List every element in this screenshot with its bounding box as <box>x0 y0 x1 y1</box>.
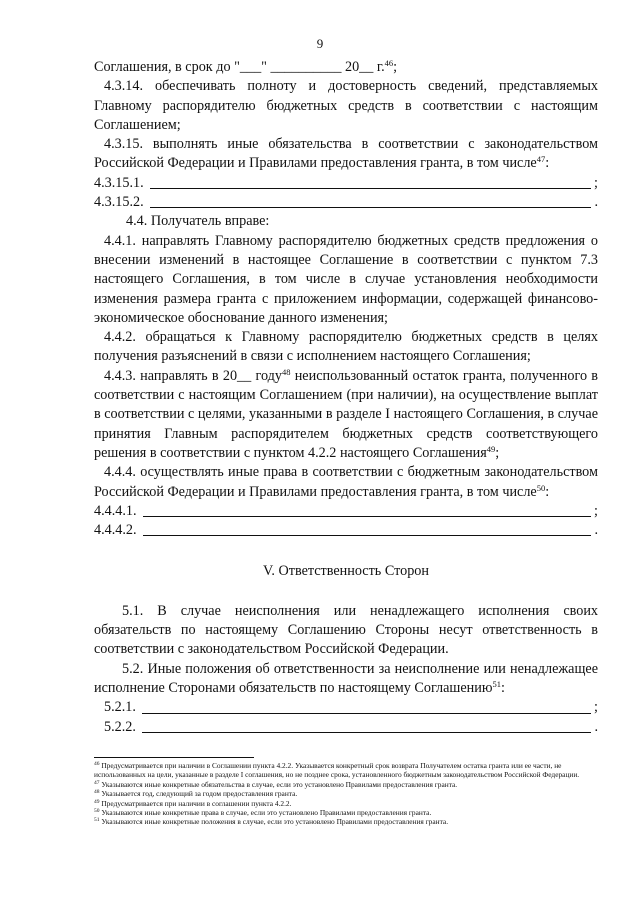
footnote-text: Предусматривается при наличии в Соглашении пункта 4.2.2. Указывается конкретный срок возврата Получателем остатка гранта или ее части, не использованных на цели, указанные в разделе I соглашения, но не позднее срока, установленного бюджетным законодательством Российской Федерации. <box>94 761 580 780</box>
blank-line <box>150 193 591 208</box>
line-end-punctuation: ; <box>594 502 598 519</box>
blank-line <box>150 174 591 189</box>
fill-in-item <box>94 174 598 193</box>
footnote-ref: 46 <box>384 58 394 68</box>
paragraph <box>94 232 598 328</box>
footnote-text: Указывается год, следующий за годом предоставления гранта. <box>99 789 298 799</box>
text-run: 4.4.1. направлять Главному распорядителю бюджетных средств предложения о внесении изменений в настоящее Соглашение в соответствии с пунктом 7.3 настоящего Соглашения, в том числе в случае установления необходимости изменения размера гранта с приложением информации, содержащей финансово-экономическое обоснование данного изменения; <box>94 232 598 326</box>
paragraph <box>94 58 598 77</box>
footnote-ref: 51 <box>492 678 501 689</box>
paragraph <box>94 463 598 502</box>
fill-in-item <box>94 193 598 212</box>
fill-in-item <box>94 502 598 521</box>
line-end-punctuation: . <box>594 194 598 211</box>
text-run: 4.3.15. выполнять иные обязательства в соответствии с законодательством Российской Федерации и Правилами предоставления гранта, в том числе <box>94 136 598 172</box>
text-run: : <box>545 155 550 172</box>
item-number: 4.3.15.1. <box>94 174 148 191</box>
item-number: 4.3.15.2. <box>94 194 148 211</box>
footnote <box>94 789 598 798</box>
footnote-ref: 49 <box>486 443 496 454</box>
footnote-text: Указываются иные конкретные обязательства в случае, если это установлено Правилами предоставления гранта. <box>99 779 458 789</box>
text-run: 4.3.14. обеспечивать полноту и достоверность сведений, представляемых Главному распорядителю бюджетных средств в соответствии с настоящим Соглашением; <box>94 78 598 133</box>
footnote-list <box>94 761 598 827</box>
fill-in-item <box>94 521 598 540</box>
paragraph <box>94 328 598 367</box>
footnote-text: Указываются иные конкретные положения в случае, если это установлено Правилами предоставления гранта. <box>99 817 449 827</box>
paragraph <box>94 135 598 174</box>
line-end-punctuation: ; <box>594 174 598 191</box>
footnote <box>94 799 598 808</box>
text-run: V. Ответственность Сторон <box>263 563 429 580</box>
text-run: неиспользованный остаток гранта, полученного в соответствии с настоящим Соглашением (при наличии), на осуществление выплат в соответствии с целями, указанными в разделе I настоящего Соглашения, в случае принятия Главным распорядителем бюджетных средств соответствующего решения в соответствии с пунктом 4.2.2 настоящего Соглашения <box>94 367 598 461</box>
fill-in-item <box>94 698 598 717</box>
text-run: 4.4.4. осуществлять иные права в соответствии с бюджетным законодательством Российской Федерации и Правилами предоставления гранта, в том числе <box>94 464 598 500</box>
footnote-text: Указываются иные конкретные права в случае, если это установлено Правилами предоставления гранта. <box>99 808 432 818</box>
footnote-number: 50 <box>94 808 100 815</box>
text-run: : <box>545 483 550 500</box>
blank-line <box>143 521 591 536</box>
footnote-number: 48 <box>94 789 100 796</box>
item-number: 4.4.4.2. <box>94 522 141 539</box>
footnote-number: 46 <box>94 761 100 767</box>
footnote-number: 51 <box>94 817 100 824</box>
text-run: 5.2. Иные положения об ответственности за неисполнение или ненадлежащее исполнение Сторонами обязательств по настоящему Соглашению <box>94 660 598 696</box>
text-run: 5.1. В случае неисполнения или ненадлежащего исполнения своих обязательств по настоящему Соглашению Стороны несут ответственность в соответствии с законодательством Российской Федерации. <box>94 602 598 658</box>
paragraph <box>94 660 598 699</box>
item-number: 5.2.1. <box>104 699 140 716</box>
footnote-separator <box>94 757 254 758</box>
footnote-number: 49 <box>94 798 100 805</box>
paragraph <box>94 367 598 463</box>
text-run: ; <box>393 59 398 75</box>
text-run: 4.4. Получатель вправе: <box>126 213 270 230</box>
line-end-punctuation: . <box>594 522 598 539</box>
text-run: 4.4.3. направлять в 20__ году <box>104 367 282 384</box>
line-end-punctuation: . <box>594 718 598 735</box>
item-number: 4.4.4.1. <box>94 502 141 519</box>
blank-line <box>142 718 591 733</box>
item-number: 5.2.2. <box>104 718 140 735</box>
blank-line <box>142 699 591 714</box>
fill-in-item <box>94 718 598 737</box>
text-run: Соглашения, в срок до "___" __________ 20__ г. <box>94 59 385 75</box>
footnotes <box>94 757 598 827</box>
footnote-ref: 50 <box>536 482 546 493</box>
text-run: 4.4.2. обращаться к Главному распорядителю бюджетных средств в целях получения разъяснений в связи с исполнением настоящего Соглашения; <box>94 329 598 365</box>
paragraph <box>94 212 598 231</box>
text-run: : <box>500 679 505 696</box>
line-end-punctuation: ; <box>594 699 598 716</box>
footnote <box>94 817 598 826</box>
paragraph <box>94 602 598 660</box>
footnote-ref: 48 <box>281 366 291 377</box>
footnote-number: 47 <box>94 779 100 786</box>
footnote <box>94 808 598 817</box>
footnote <box>94 780 598 789</box>
footnote-text: Предусматривается при наличии в соглашении пункта 4.2.2. <box>99 798 292 808</box>
text-run: ; <box>495 444 500 461</box>
footnote <box>94 761 598 780</box>
page-number: 9 <box>316 36 324 51</box>
section-heading <box>94 562 598 581</box>
footnote-ref: 47 <box>536 154 546 165</box>
document-body <box>94 58 598 737</box>
blank-line <box>143 502 591 517</box>
paragraph <box>94 77 598 135</box>
